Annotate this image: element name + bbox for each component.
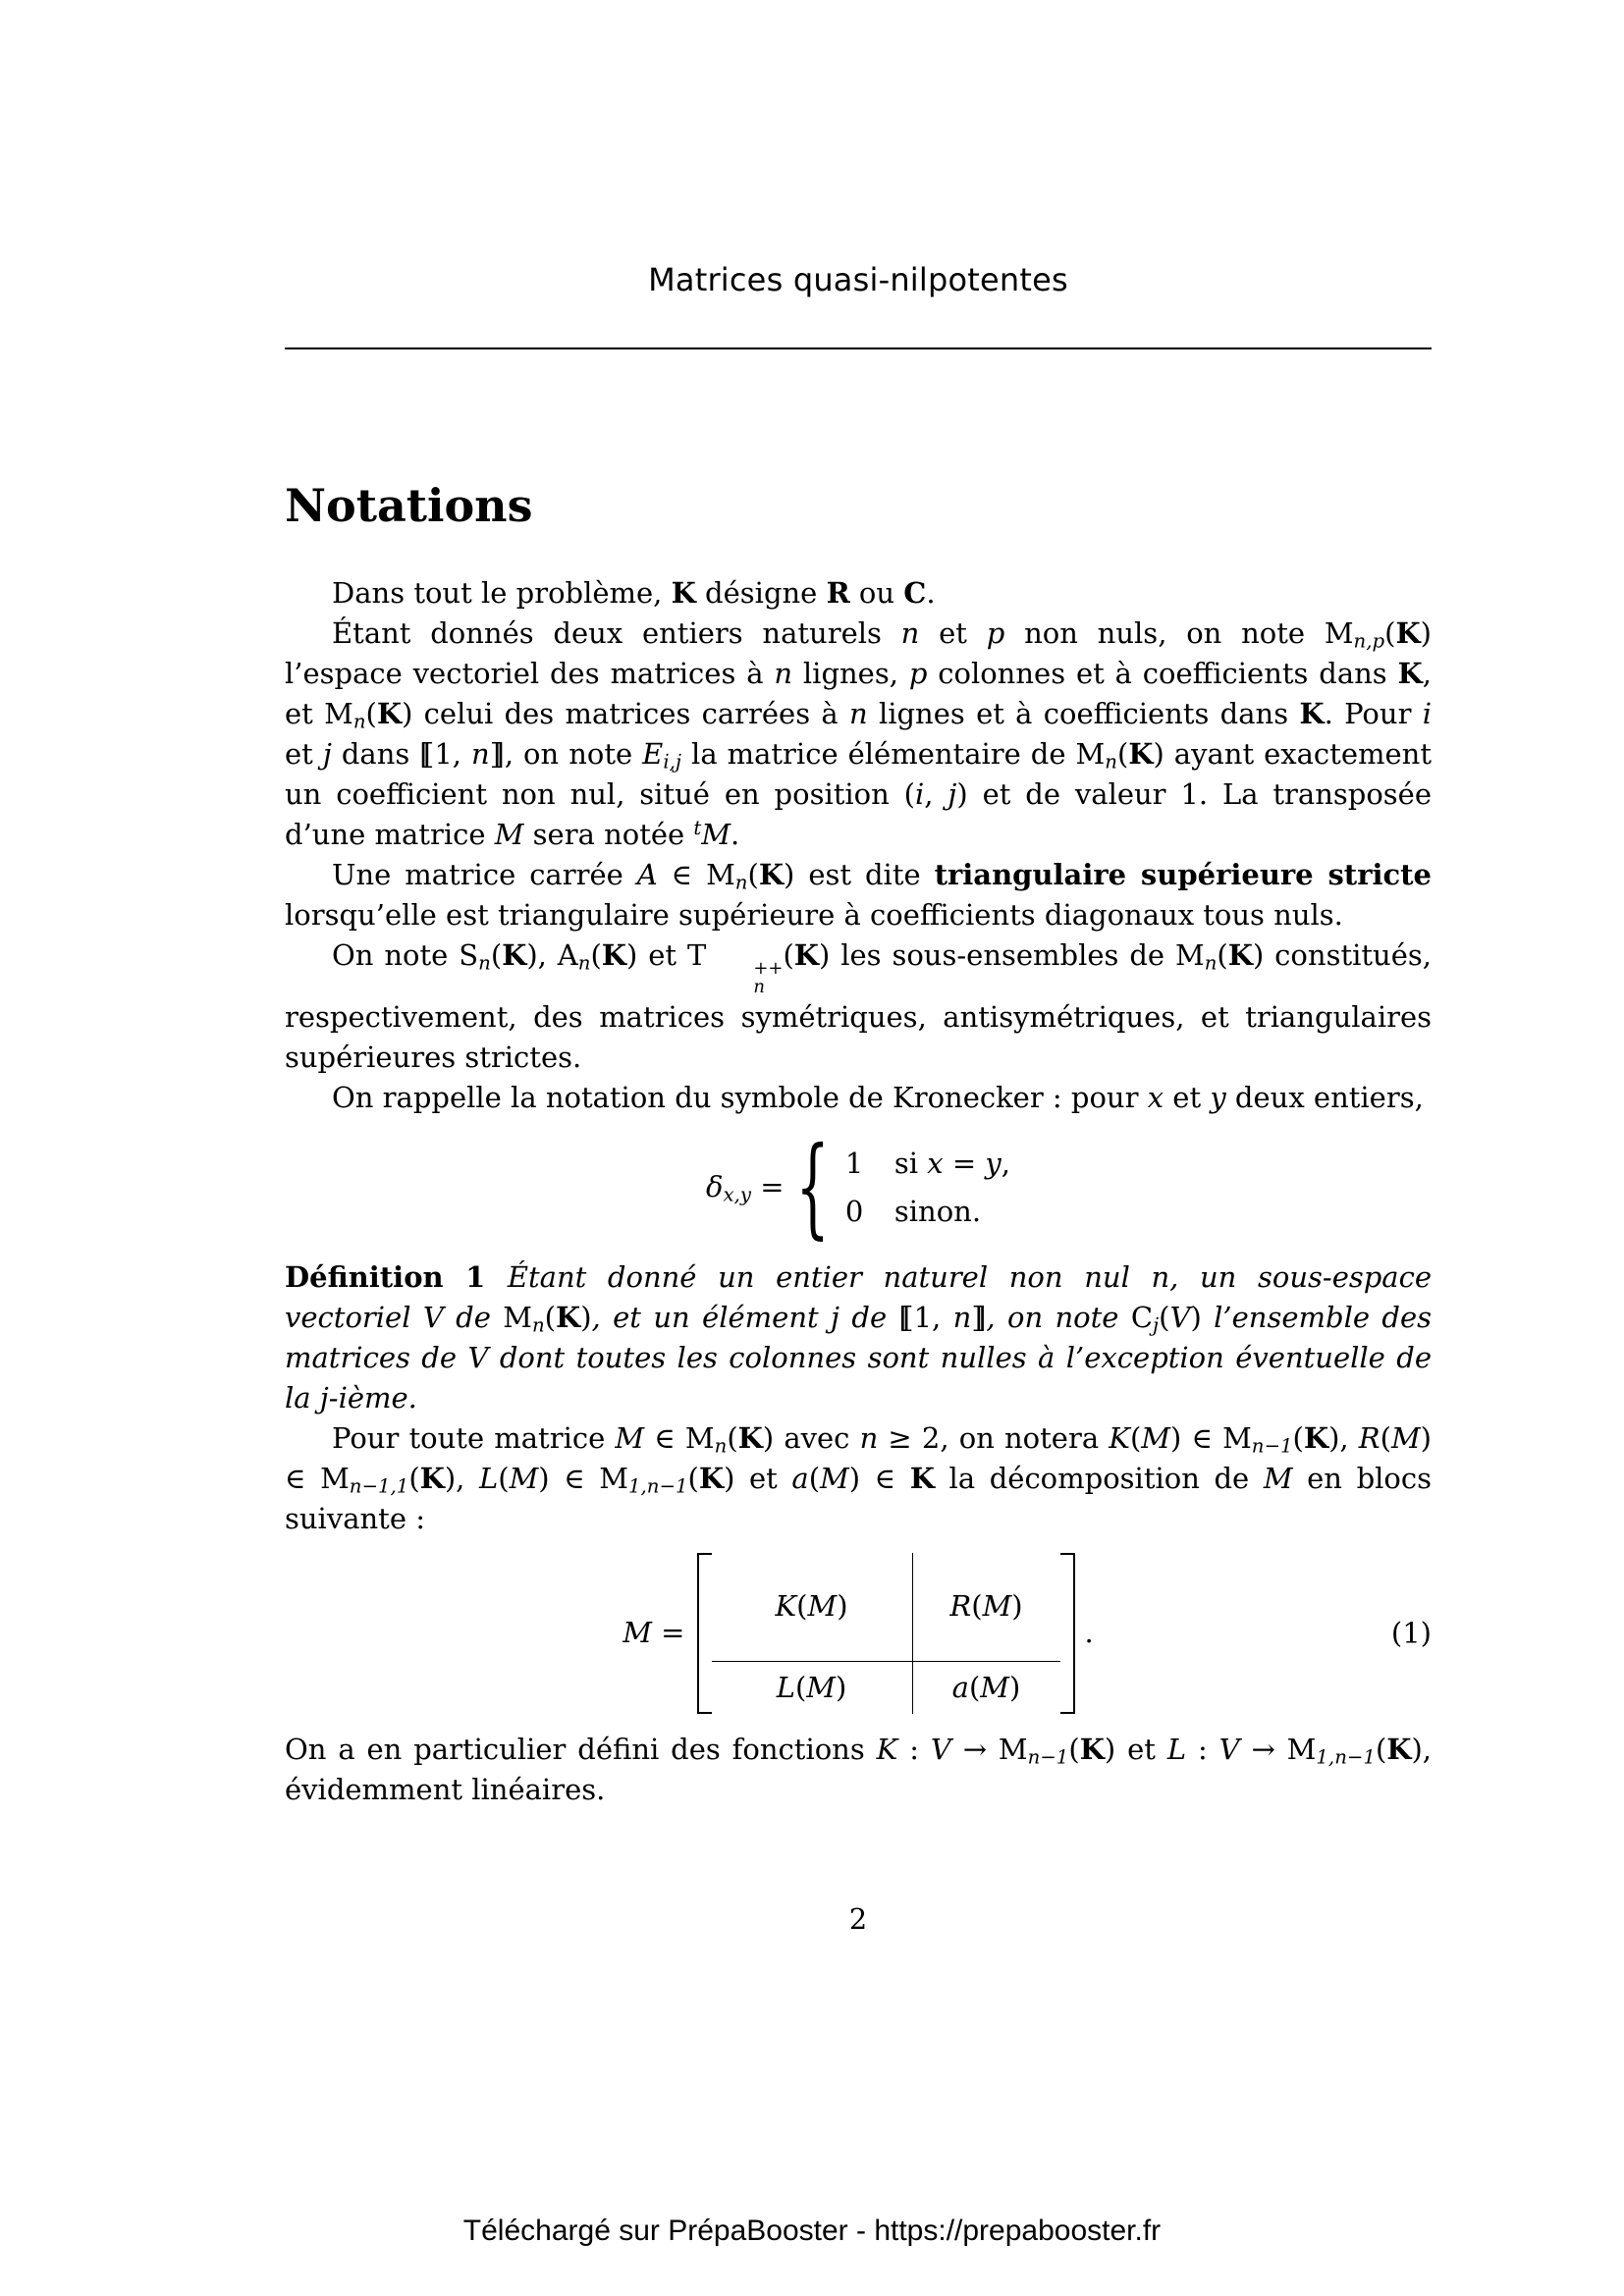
matrix-cell-L: L ( M )	[712, 1661, 913, 1714]
paragraph-kronecker-intro: On rappelle la notation du symbole de Kronecker : pour x et y deux entiers,	[332, 1080, 1424, 1114]
cases-brace-icon: {	[795, 1123, 830, 1251]
kronecker-lhs: δx,y =	[706, 1170, 785, 1206]
header-rule	[285, 347, 1432, 349]
paragraph-field-convention: Dans tout le problème, K désigne R ou C.	[332, 576, 936, 610]
section-title: Notations	[285, 479, 533, 532]
case-condition: si x = y,	[893, 1146, 1010, 1180]
footer-note: Téléchargé sur PrépaBooster - https://prepabooster.fr	[462, 2215, 1162, 2247]
equation-1-block-matrix	[285, 1553, 1432, 1714]
matrix-cell-a: a ( M )	[913, 1661, 1060, 1714]
case-value: 0	[844, 1194, 864, 1228]
matrix-cell-K: K ( M )	[712, 1553, 913, 1661]
definition-1: Définition 1 Étant donné un entier naturel non nul n, un sous-espace vectoriel V de Mn(K), et un élément j de [[ 1, n]] , on note Cj(V) l’ensemble des matrices de V dont toutes les colonnes sont nulles à l’exception éventuelle de la j-ième.	[285, 1259, 1433, 1415]
paragraph-matrix-spaces: Étant donnés deux entiers naturels n et p non nuls, on note Mn,p(K) l’espace vectoriel des matrices à n lignes, p colonnes et à coefficients dans K, et Mn(K) celui des matrices carrées à n lignes et à coefficients dans K. Pour i et j dans [[ 1, n]] , on note Ei,j la matrice élémentaire de Mn(K) ayant exactement un coefficient non nul, situé en position (i, j) et de valeur 1. La transposée d’une matrice M sera notée $^t$M.	[285, 616, 1433, 851]
matrix-lhs: M =	[623, 1616, 685, 1650]
document-title: Matrices quasi-nilpotentes	[648, 261, 1068, 298]
page-number: 2	[848, 1902, 868, 1936]
paragraph-block-decomposition: Pour toute matrice M ∈ Mn(K) avec n ≥ 2, on notera K(M) ∈ Mn−1(K), R(M) ∈ Mn−1,1(K), L(M) ∈ M1,n−1(K) et a(M) ∈ K la décomposition de M en blocs suivante :	[285, 1420, 1432, 1535]
matrix-grid	[712, 1553, 1060, 1714]
case-condition: sinon.	[893, 1194, 982, 1228]
matrix-cell-R: R ( M )	[949, 1589, 1023, 1624]
paragraph-linear-functions: On a en particulier défini des fonctions K : V → Mn−1(K) et L : V → M1,n−1(K), évidemment linéaires.	[285, 1732, 1433, 1806]
document-body	[285, 573, 1432, 1810]
kronecker-case-2	[845, 1192, 1010, 1232]
kronecker-case-1	[845, 1144, 1010, 1184]
matrix-period: .	[1084, 1616, 1094, 1650]
paragraph-strict-upper-triangular: Une matrice carrée A ∈ Mn(K) est dite triangulaire supérieure stricte lorsqu’elle est triangulaire supérieure à coefficients diagonaux tous nuls.	[285, 858, 1432, 932]
matrix-bracket-right	[1060, 1553, 1075, 1714]
paragraph-subsets-notation: On note Sn(K), An(K) et T ++ n (K) les sous-ensembles de Mn(K) constitués, respectivement, des matrices symétriques, antisymétriques, et triangulaires supérieures strictes.	[285, 938, 1432, 1074]
equation-kronecker-delta	[285, 1123, 1432, 1251]
equation-number: (1)	[1390, 1616, 1432, 1650]
matrix-bracket-left	[697, 1553, 712, 1714]
kronecker-cases	[845, 1144, 1010, 1232]
case-value: 1	[844, 1146, 864, 1180]
